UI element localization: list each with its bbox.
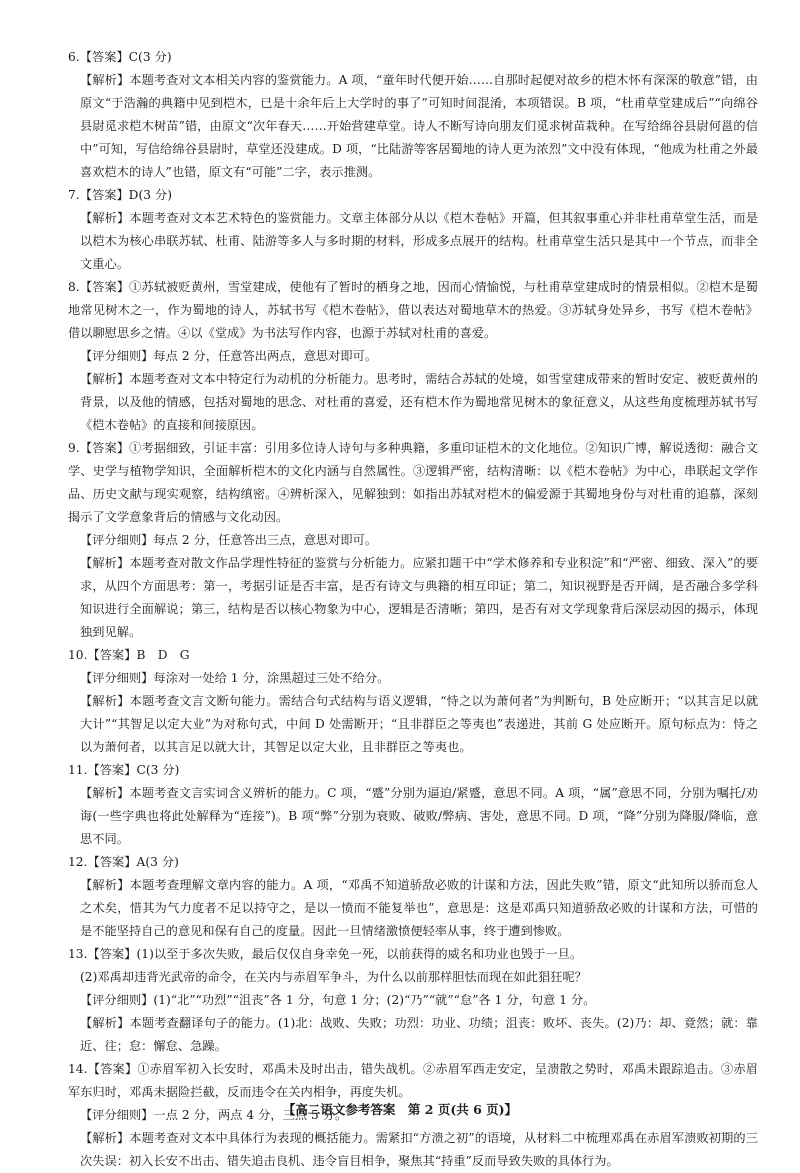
q11-answer-text: 【答案】C(3 分) [87, 763, 180, 777]
question-9 [68, 437, 758, 644]
q12-number: 12. [68, 855, 88, 869]
q8-answer-text: 【答案】①苏轼被贬黄州，雪堂建成，使他有了暂时的栖身之地，因而心情愉悦，与杜甫草堂建成时的情景相似。②桤木是蜀地常见树木之一，作为蜀地的诗人，苏轼书写《桤木卷帖》，借以表达对蜀地草木的热爱。③苏轼身处异乡，书写《桤木卷帖》借以聊慰思乡之情。④以《堂成》为书法写作内容，也源于苏轼对杜甫的喜爱。 [68, 280, 758, 340]
q10-analysis: 【解析】本题考查文言文断句能力。需结合句式结构与语义逻辑，“恃之以为萧何者”为判断句，B 处应断开；“以其言足以就大计”“其智足以定大业”为对称句式，中间 D 处需断开；“且非群臣之等夷也”表递进，其前 G 处应断开。原句标点为：恃之以为萧何者，以其言足以就大计，其智足以定大业，且非群臣之等夷也。 [80, 694, 758, 754]
q9-answer [68, 437, 758, 529]
q9-analysis: 【解析】本题考查对散文作品学理性特征的鉴赏与分析能力。应紧扣题干中“学术修养和专业积淀”和“严密、细致、深入”的要求，从四个方面思考：第一，考据引证是否丰富，是否有诗文与典籍的相互印证；第二，知识视野是否开阔，是否融合多学科知识进行全面解说；第三，结构是否以核心物象为中心，逻辑是否清晰；第四，是否有对文学现象背后深层动因的揭示，体现独到见解。 [80, 556, 758, 639]
q6-answer-text: 【答案】C(3 分) [79, 50, 172, 64]
question-13 [68, 943, 758, 1058]
q10-answer-text: 【答案】B D G [87, 648, 190, 662]
q11-answer [68, 759, 758, 782]
question-6 [68, 46, 758, 184]
q9-answer-text: 【答案】①考据细致，引证丰富：引用多位诗人诗句与多种典籍，多重印证桤木的文化地位。②知识广博，解说透彻：融合文学、史学与植物学知识，全面解析桤木的文化内涵与自然属性。③逻辑严密，结构清晰：以《桤木卷帖》为中心，串联起文学作品、历史文献与现实观察，结构缜密。④辨析深入，见解独到：如指出苏轼对桤木的偏爱源于其蜀地身份与对杜甫的追慕，深刻揭示了文学意象背后的情感与文化动因。 [68, 441, 758, 524]
q9-scoring: 【评分细则】每点 2 分，任意答出三点，意思对即可。 [80, 533, 378, 547]
q7-answer [68, 184, 758, 207]
q12-answer [68, 851, 758, 874]
q13-answer-text: 【答案】(1)以至于多次失败，最后仅仅自身幸免一死，以前获得的威名和功业也毁于一旦。 [87, 947, 583, 961]
q13-scoring: 【评分细则】(1)“北”“功烈”“沮丧”各 1 分，句意 1 分；(2)“乃”“就”“怠”各 1 分，句意 1 分。 [80, 993, 596, 1007]
answer-key-content [68, 46, 758, 1173]
q8-analysis: 【解析】本题考查对文本中特定行为动机的分析能力。思考时，需结合苏轼的处境，如雪堂建成带来的暂时安定、被贬黄州的背景，以及他的情感，包括对蜀地的思念、对杜甫的喜爱，还有桤木作为蜀地常见树木的象征意义，从这些角度梳理苏轼书写《桤木卷帖》的直接和间接原因。 [80, 372, 758, 432]
q7-number: 7. [68, 188, 80, 202]
q7-analysis: 【解析】本题考查对文本艺术特色的鉴赏能力。文章主体部分从以《桤木卷帖》开篇，但其叙事重心并非杜甫草堂生活，而是以桤木为核心串联苏轼、杜甫、陆游等多人与多时期的材料，形成多点展开的结构。杜甫草堂生活只是其中一个节点，而非全文重心。 [80, 211, 758, 271]
q8-answer [68, 276, 758, 345]
q10-answer [68, 644, 758, 667]
question-12 [68, 851, 758, 943]
q8-number: 8. [68, 280, 80, 294]
q12-analysis: 【解析】本题考查理解文章内容的能力。A 项，“邓禹不知道骄敌必败的计谋和方法，因此失败”错，原文“此知所以骄而怠人之术矣，惜其为气力度者不足以持守之，是以一愤而不能复举也”，意思是：这是邓禹只知道骄敌必败的计谋和方法，可惜的是不能坚持自己的意见和保有自己的度量。因此一旦情绪激愤便轻率从事，终于遭到惨败。 [80, 878, 758, 938]
q12-answer-text: 【答案】A(3 分) [87, 855, 179, 869]
question-11 [68, 759, 758, 851]
q14-answer-text: 【答案】①赤眉军初入长安时，邓禹未及时出击，错失战机。②赤眉军西走安定，呈溃散之势时，邓禹未跟踪追击。③赤眉军东归时，邓禹未据险拦截，反而违令在关内相争，再度失机。 [68, 1062, 758, 1099]
q8-scoring: 【评分细则】每点 2 分，任意答出两点，意思对即可。 [80, 349, 378, 363]
q13-analysis: 【解析】本题考查翻译句子的能力。(1)北：战败、失败；功烈：功业、功绩；沮丧：败坏、丧失。(2)乃：却、竟然；就：靠近、往；怠：懈怠、急躁。 [80, 1016, 758, 1053]
q13-answer-2: (2)邓禹却违背光武帝的命令，在关内与赤眉军争斗，为什么以前那样胆怯而现在如此猖狂呢？ [80, 970, 587, 984]
question-7 [68, 184, 758, 276]
question-10 [68, 644, 758, 759]
q14-number: 14. [68, 1062, 88, 1076]
q11-number: 11. [68, 763, 88, 777]
q14-answer [68, 1058, 758, 1104]
q10-scoring: 【评分细则】每涂对一处给 1 分，涂黑超过三处不给分。 [80, 671, 390, 685]
q14-scoring: 【评分细则】一点 2 分，两点 4 分，三点 5 分。 [80, 1108, 348, 1122]
q6-number: 6. [68, 50, 80, 64]
q6-analysis: 【解析】本题考查对文本相关内容的鉴赏能力。A 项，“童年时代便开始……自那时起便对故乡的桤木怀有深深的敬意”错，由原文“于浩瀚的典籍中见到桤木，已是十余年后上大学时的事了”可知时间混淆，本项错误。B 项，“杜甫草堂建成后”“向绵谷县尉觅求桤木树苗”错，由原文“次年春天……开始营建草堂。诗人不断写诗向朋友们觅求树苗栽种。在写给绵谷县尉何邕的信中”可知，写信给绵谷县尉时，草堂还没建成。D 项，“比陆游等客居蜀地的诗人更为浓烈”文中没有体现，“他成为杜甫之外最喜欢桤木的诗人”也错，原文有“可能”二字，表示推测。 [80, 73, 758, 179]
q14-analysis: 【解析】本题考查对文本中具体行为表现的概括能力。需紧扣“方溃之初”的语境，从材料二中梳理邓禹在赤眉军溃败初期的三次失误：初入长安不出击、错失追击良机、违令盲目相争，聚焦其“持重”反而导致失败的具体行为。 [80, 1131, 758, 1168]
q7-answer-text: 【答案】D(3 分) [79, 188, 173, 202]
q9-number: 9. [68, 441, 80, 455]
question-8 [68, 276, 758, 437]
page-footer: 【高二语文参考答案 第 2 页(共 6 页)】 [282, 1102, 518, 1117]
q6-answer [68, 46, 758, 69]
q13-answer [68, 943, 758, 966]
q10-number: 10. [68, 648, 88, 662]
q13-number: 13. [68, 947, 88, 961]
q11-analysis: 【解析】本题考查文言实词含义辨析的能力。C 项，“蹙”分别为逼迫/紧蹙，意思不同。A 项，“属”意思不同，分别为嘱托/劝诲(一些字典也将此处解释为“连接”)。B 项“弊”分别为衰败、破败/弊病、害处，意思不同。D 项，“降”分别为降服/降临，意思不同。 [80, 786, 758, 846]
